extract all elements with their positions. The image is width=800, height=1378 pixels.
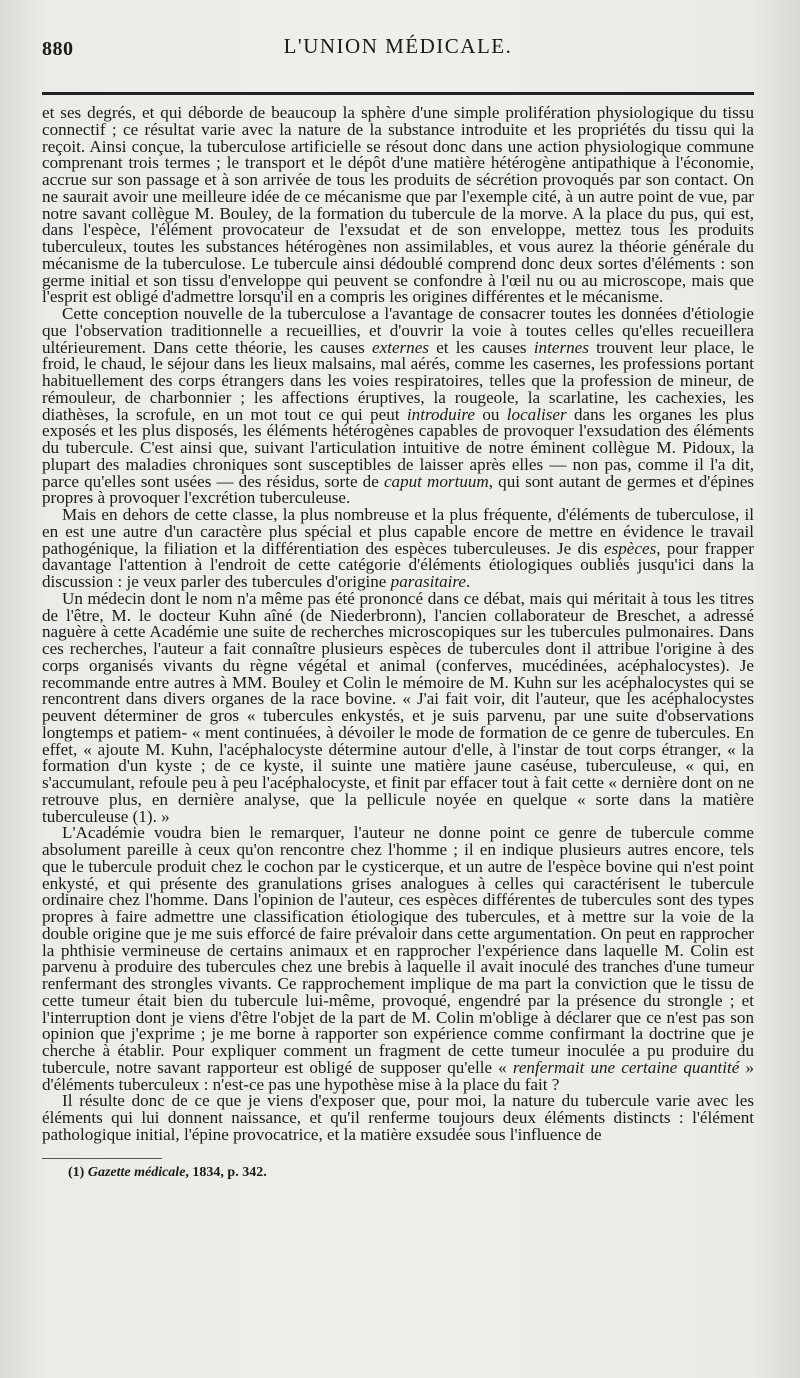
- paragraph: [42, 588, 754, 826]
- footnote-citation: , 1834, p. 342.: [185, 1164, 267, 1180]
- italic-term: espèces: [604, 538, 657, 558]
- text-run: Il résulte donc de ce que je viens d'exposer que, pour moi, la nature du tubercule varie avec les éléments qui lui donnent naissance, et qu'il renferme toujours deux éléments distincts : l'élément pathologique initial, l'épine provocatrice, et la matière exsudée sous l'influence de: [42, 1091, 754, 1144]
- running-title: L'UNION MÉDICALE.: [283, 34, 513, 58]
- italic-term: internes: [533, 337, 589, 357]
- italic-term: introduire: [406, 404, 475, 424]
- footnote-rule: [42, 1158, 162, 1159]
- italic-term: externes: [372, 337, 429, 357]
- page-number: 880: [42, 38, 74, 60]
- italic-term: parasitaire: [390, 572, 467, 591]
- text-run: L'Académie voudra bien le remarquer, l'auteur ne donne point ce genre de tubercule comme absolument pareille à ceux qu'on rencontre chez l'homme ; il en indique plusieurs autres encore, tels que le tubercule produit chez le cochon par le cysticerque, et un autre de l'espèce bovine qui n'est point enkysté, et qui présente des granulations grises analogues à celles qui caractérisent le tubercule ordinaire chez l'homme. Dans l'opinion de l'auteur, ces espèces différentes de tubercules sont des types propres à faire admettre une classification étiologique des tubercules, et à mettre sur la voie de la double origine que je me suis efforcé de faire prévaloir dans cette argumentation. On peut en rapprocher la phthisie vermineuse de certains animaux et en rapprocher l'expérience dans laquelle M. Colin est parvenu à produire des tubercules chez une brebis à laquelle il avait inoculé des tranches d'une tumeur renfermant des strongles vivants. Ce rapprochement implique de ma part la conviction que le tissu de cette tumeur était bien du tubercule lui-même, provoqué, engendré par la présence du strongle ; et l'interruption dont je viens d'être l'objet de la part de M. Colin m'oblige à déclarer que ce n'est pas son opinion que j'exprime ; je me borne à rapporter son expérience comme confirmant la doctrine que je cherche à établir. Pour expliquer comment un fragment de cette tumeur inoculée a pu produire du tubercule, notre savant rapporteur est obligé de supposer qu'elle «: [42, 823, 754, 1077]
- italic-term: localiser: [506, 404, 567, 424]
- text-run: et les causes: [428, 337, 534, 357]
- paragraph: [42, 507, 754, 591]
- header-rule: [42, 92, 754, 95]
- article-body: [42, 105, 754, 1144]
- text-run: Un médecin dont le nom n'a même pas été prononcé dans ce débat, mais qui méritait à tous les titres de l'être, M. le docteur Kuhn aîné (de Niederbronn), l'ancien collaborateur de Breschet, a adressé naguère à cette Académie une suite de recherches microscopiques sur les tubercules pulmonaires. Dans ces recherches, l'auteur a fait connaître plusieurs espèces de tubercules dont il attribue l'origine à des corps organisés vivants du règne végétal et animal (conferves, mucédinées, acéphalocystes). Je recommande entre autres à MM. Bouley et Colin le mémoire de M. Kuhn sur les acéphalocystes qui se rencontrent dans divers organes de la race bovine. « J'ai fait voir, dit l'auteur, que les acéphalocystes peuvent déterminer de gros « tubercules enkystés, et je suis parvenu, par une suite d'observations longtemps et patiem- « ment continuées, à dévoiler le mode de formation de ce genre de tubercules. En effet, « ajoute M. Kuhn, l'acéphalocyste détermine autour d'elle, à l'instar de tout corps étranger, « la formation d'un kyste ; de ce kyste, il suinte une matière jaune caséuse, tuberculeuse, « qui, en s'accumulant, refoule peu à peu l'acéphalocyste, et finit par effacer tout à fait cette « dernière dont on ne retrouve plus, en dernière analyse, que la pellicule noyée en quelque « sorte dans la matière tuberculeuse (1). »: [42, 588, 754, 826]
- paragraph: [42, 1093, 754, 1143]
- italic-term: caput mortuum: [383, 471, 489, 491]
- text-run: Mais en dehors de cette classe, la plus nombreuse et la plus fréquente, d'éléments de tuberculose, il en est une autre d'un caractère plus spécial et plus capable encore de mettre en évidence le travail pathogénique, la filiation et la différentiation des espèces tuberculeuses. Je dis: [42, 505, 754, 558]
- footnote-source: Gazette médicale: [87, 1164, 186, 1180]
- paragraph: [42, 825, 754, 1093]
- text-run: .: [466, 572, 471, 591]
- paragraph: [42, 105, 754, 306]
- text-run: , pour frapper davantage l'attention à l'endroit de cette catégorie d'éléments étiologiques oubliés jusqu'ici dans la discussion : je veux parler des tubercules d'origine: [42, 538, 755, 591]
- footnote: [42, 1165, 754, 1181]
- text-run: » d'éléments tuberculeux : n'est-ce pas une hypothèse mise à la place du fait ?: [42, 1057, 755, 1094]
- footnote-marker: (1): [68, 1164, 88, 1180]
- italic-term: renfermait une certaine quantité: [512, 1057, 740, 1077]
- page-header: [42, 30, 754, 64]
- text-run: ou: [474, 404, 507, 424]
- paragraph: [42, 306, 754, 507]
- text-run: Cette conception nouvelle de la tuberculose a l'avantage de consacrer toutes les données d'étiologie que l'observation traditionnelle a recueillies, et d'ouvrir la voie à toutes celles qu'elles recueillera ultérieurement. Dans cette théorie, les causes: [42, 304, 754, 357]
- text-run: et ses degrés, et qui déborde de beaucoup la sphère d'une simple prolifération physiologique du tissu connectif ; ce résultat varie avec la nature de la substance introduite et les propriétés du tissu qui la reçoit. Ainsi conçue, la tuberculose artificielle se résout donc dans une action physiologique commune comprenant trois termes ; le transport et le dépôt d'une matière hétérogène antipathique à l'économie, accrue sur son passage et à son arrivée de tous les produits de sécrétion provoqués par son contact. On ne saurait avoir une meilleure idée de ce mécanisme que par l'exemple cité, à un autre point de vue, par notre savant collègue M. Bouley, de la formation du tubercule de la morve. A la place du pus, qui est, dans l'espèce, l'élément provocateur de l'exsudat et de son enveloppe, mettez tous les produits tuberculeux, toutes les substances hétérogènes non assimilables, et vous aurez la théorie générale du mécanisme de la tuberculose. Le tubercule ainsi dédoublé comprend donc deux sortes d'éléments : son germe initial et son tissu d'enveloppe qui peuvent se confondre à l'œil nu ou au microscope, mais que l'esprit est obligé d'admettre lorsqu'il en a compris les origines différentes et le mécanisme.: [42, 103, 754, 307]
- text-run: , qui sont autant de germes et d'épines propres à provoquer l'excrétion tuberculeuse.: [42, 471, 755, 508]
- text-run: dans les organes les plus exposés et les plus disposés, les éléments hétérogènes capables de provoquer l'exsudation des éléments du tubercule. C'est ainsi que, suivant l'articulation intuitive de notre éminent collègue M. Pidoux, la plupart des maladies chroniques sont susceptibles de laisser après elles — non pas, comme il l'a dit, parce qu'elles sont usées — des résidus, sorte de: [42, 404, 754, 491]
- text-run: trouvent leur place, le froid, le chaud, le séjour dans les lieux malsains, mal aérés, comme les casernes, les professions portant habituellement des corps étrangers dans les voies respiratoires, telles que la profession de mineur, de rémouleur, de charbonnier ; les affections éruptives, la rougeole, la scarlatine, les cachexies, les diathèses, la scrofule, en un mot tout ce qui peut: [42, 337, 754, 424]
